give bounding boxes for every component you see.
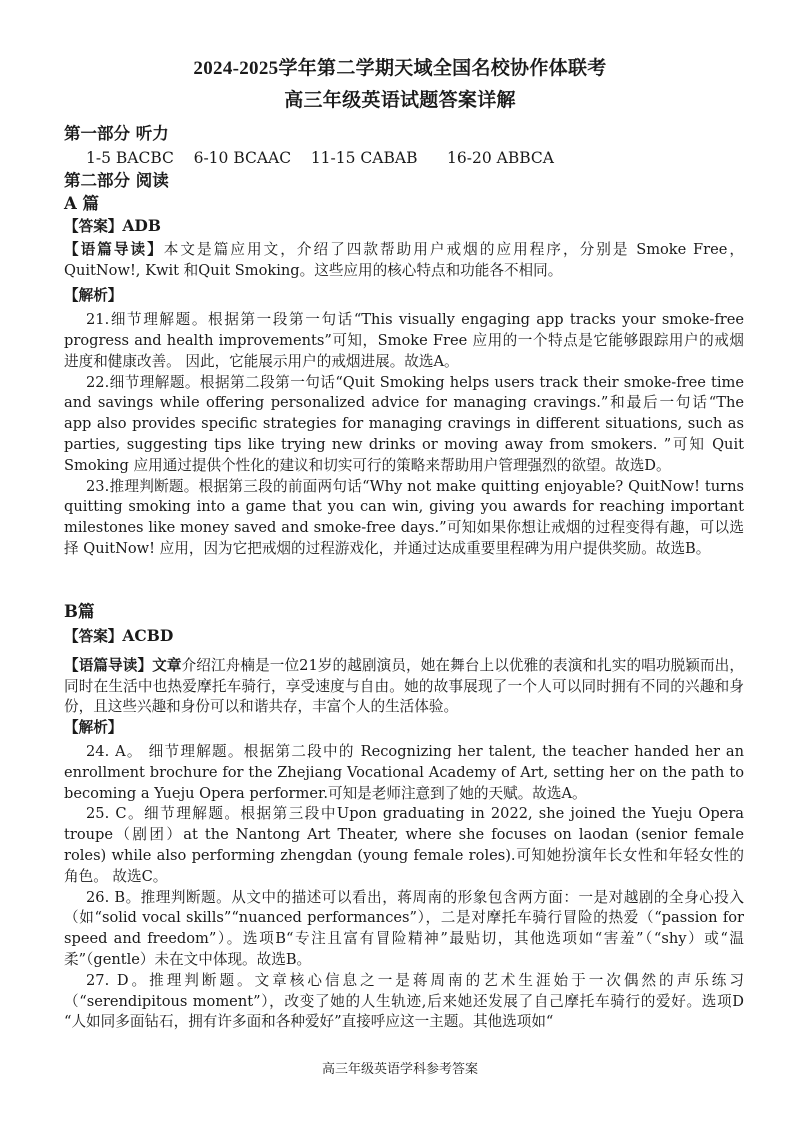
- section-b-answer: [64, 626, 744, 648]
- guide-label: 【语篇导读】: [64, 240, 164, 258]
- part2-heading: 第二部分 阅读: [64, 171, 169, 190]
- section-a-guide-text: 本文是篇应用文，介绍了四款帮助用户戒烟的应用程序，分别是 Smoke Free，QuitNow!, Kwit 和Quit Smoking。这些应用的核心特点和功能各不相同。: [64, 240, 744, 279]
- question-27-explanation: 27. D。推理判断题。文章核心信息之一是蒋周南的艺术生涯始于一次偶然的声乐练习（“serendipitous moment”），改变了她的人生轨迹,后来她还发展了自己摩托车骑行的爱好。选项D “人如同多面钻石，拥有许多面和各种爱好”直接呼应这一主题。其他选项如“: [64, 971, 744, 1031]
- section-b-analysis-label: 【解析】: [64, 719, 123, 737]
- part1-section: [64, 124, 744, 191]
- section-b: [64, 602, 744, 1033]
- document-title: 2024-2025学年第二学期天域全国名校协作体联考: [193, 58, 607, 79]
- question-26-explanation: 26. B。推理判断题。从文中的描述可以看出，蒋周南的形象包含两方面：一是对越剧的全身心投入（如“solid vocal skills”“nuanced performances”），二是对摩托车骑行冒险的热爱（“passion for speed and freedom”）。选项B“专注且富有冒险精神”最贴切，其他选项如“害羞”（“shy）或“温柔”（gentle）未在文中体现。故选B。: [64, 888, 744, 968]
- section-a: [64, 194, 744, 560]
- section-a-analysis-label: 【解析】: [64, 287, 123, 305]
- question-23-explanation: 23.推理判断题。根据第三段的前面两句话“Why not make quitting enjoyable? QuitNow! turns quitting smoking into a game that you can win, giving you awards for reaching important milestones like money saved and smoke-free days.”可知如果你想让戒烟的过程变得有趣，可以选择 QuitNow! 应用，因为它把戒烟的过程游戏化，并通过达成重要里程碑为用户提供奖励。故选B。: [64, 477, 744, 557]
- answer-label: 【答案】: [64, 218, 123, 235]
- part1-heading: 第一部分 听力: [64, 124, 169, 143]
- section-a-answer: [64, 216, 744, 238]
- question-24-explanation: 24. A。 细节理解题。根据第二段中的 Recognizing her talent, the teacher handed her an enrollment brochure for the Zhejiang Vocational Academy of Art, setting her on the path to becoming a Yueju Opera performer.可知是老师注意到了她的天赋。故选A。: [64, 742, 744, 802]
- listening-answer-keys: 1-5 BACBC 6-10 BCAAC 11-15 CABAB 16-20 ABBCA: [86, 149, 554, 167]
- section-b-heading: B篇: [64, 602, 95, 621]
- guide-lead-word: 文章: [152, 656, 182, 674]
- question-21-explanation: 21.细节理解题。根据第一段第一句话“This visually engaging app tracks your smoke-free progress and health improvements”可知，Smoke Free 应用的一个特点是它能够跟踪用户的戒烟进度和健康改善。 因此，它能展示用户的戒烟进展。故选A。: [64, 311, 744, 370]
- section-b-guide-text: 介绍江舟楠是一位21岁的越剧演员，她在舞台上以优雅的表演和扎实的唱功脱颖而出，同时在生活中也热爱摩托车骑行，享受速度与自由。她的故事展现了一个人可以同时拥有不同的兴趣和身份，且这些兴趣和身份可以和谐共存，丰富个人的生活体验。: [64, 656, 744, 716]
- guide-label: 【语篇导读】: [64, 656, 153, 674]
- question-22-explanation: 22.细节理解题。根据第二段第一句话“Quit Smoking helps users track their smoke-free time and savings while offering personalized advice for managing cravings.”和最后一句话“The app also provides specific strategies for managing cravings in different situations, such as parties, suggesting tips like trying new drinks or moving away from smokers. ”可知 Quit Smoking 应用通过提供个性化的建议和切实可行的策略来帮助用户管理强烈的欲望。故选D。: [64, 373, 744, 474]
- section-a-guide: [64, 240, 744, 282]
- answer-label: 【答案】: [64, 628, 123, 645]
- section-a-heading: A 篇: [64, 194, 100, 213]
- section-b-guide: [64, 656, 744, 718]
- section-a-answer-value: ADB: [122, 216, 161, 235]
- document-subtitle: 高三年级英语试题答案详解: [284, 90, 516, 111]
- question-25-explanation: 25. C。细节理解题。根据第三段中Upon graduating in 2022, she joined the Yueju Opera troupe（剧团）at the Nantong Art Theater, where she focuses on laodan (senior female roles) while also performing zhengdan (young female roles).可知她扮演年长女性和年轻女性的角色。 故选C。: [64, 805, 744, 885]
- section-b-answer-value: ACBD: [122, 626, 174, 645]
- page-footer: 高三年级英语学科参考答案: [321, 1062, 478, 1077]
